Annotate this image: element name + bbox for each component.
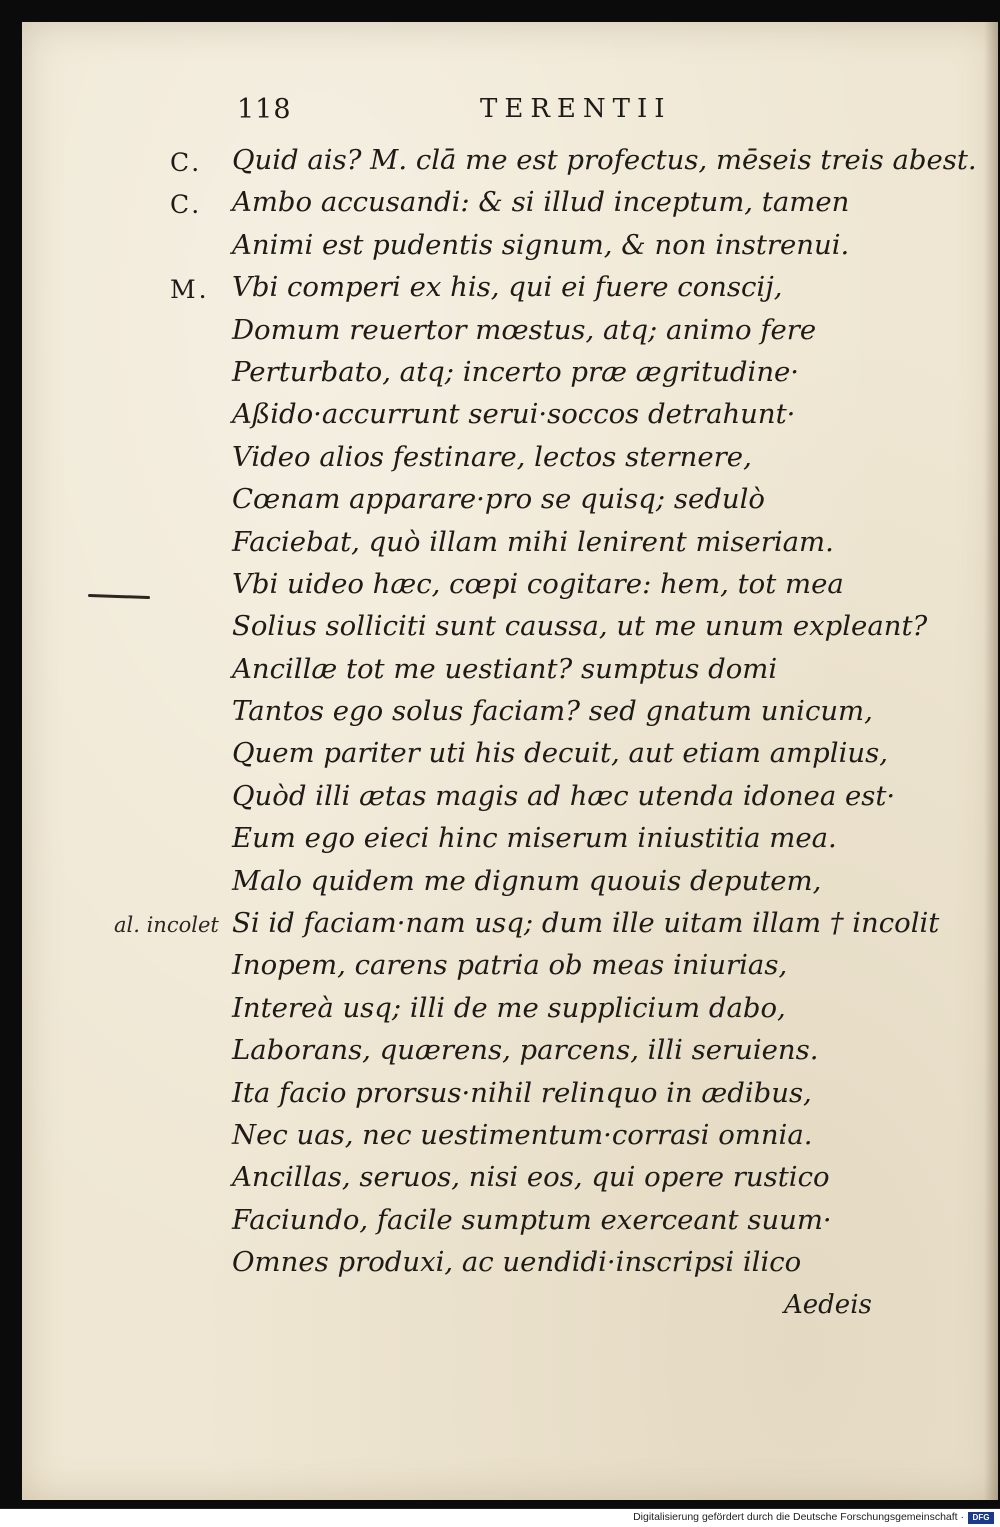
digitization-footer: [0, 1508, 1000, 1527]
dfg-logo: DFG: [968, 1512, 994, 1524]
verse-line-text: Laborans, quærens, parcens, illi seruiens.: [232, 1034, 819, 1067]
verse-text: [22, 144, 998, 1289]
verse-line: [22, 356, 998, 398]
verse-line: [22, 737, 998, 779]
folio-number: 118: [237, 94, 292, 125]
verse-line: [22, 1161, 998, 1203]
margin-note: al. incolet: [114, 913, 219, 938]
verse-line-text: Quid ais? M. clā me est profectus, mēseis treis abest.: [232, 144, 977, 176]
verse-line-text: Perturbato, atq; incerto præ ægritudine·: [232, 355, 800, 388]
verse-line: [22, 780, 998, 822]
verse-line-text: Domum reuertor mœstus, atq; animo fere: [232, 313, 817, 346]
verse-line: [22, 1119, 998, 1161]
verse-line: [22, 610, 998, 652]
verse-line: [22, 695, 998, 737]
book-page: [22, 22, 998, 1500]
verse-line: [22, 907, 998, 949]
funding-credit: Digitalisierung gefördert durch die Deutsche Forschungsgemeinschaft ·: [633, 1511, 964, 1523]
verse-line-text: Inopem, carens patria ob meas iniurias,: [232, 949, 788, 982]
verse-line: [22, 1204, 998, 1246]
verse-line: [22, 441, 998, 483]
verse-line-text: Cœnam apparare·pro se quisq; sedulò: [232, 483, 765, 516]
speaker-label: M.: [170, 275, 210, 305]
verse-line: [22, 992, 998, 1034]
verse-line-text: Quòd illi ætas magis ad hæc utenda idonea est·: [232, 779, 896, 812]
verse-line: [22, 1034, 998, 1076]
verse-line-text: Tantos ego solus faciam? sed gnatum unicum,: [232, 695, 873, 728]
verse-line-text: Si id faciam·nam usq; dum ille uitam illam † incolit: [232, 907, 940, 940]
verse-line: [22, 1077, 998, 1119]
speaker-label: C.: [170, 190, 203, 220]
verse-line-text: Nec uas, nec uestimentum·corrasi omnia.: [232, 1118, 813, 1151]
verse-line-text: Intereà usq; illi de me supplicium dabo,: [232, 991, 786, 1024]
verse-line: [22, 483, 998, 525]
verse-line: [22, 1246, 998, 1288]
verse-line: [22, 949, 998, 991]
verse-line-text: Vbi comperi ex his, qui ei fuere conscij,: [232, 271, 783, 304]
verse-line-text: Eum ego eieci hinc miserum iniustitia mea.: [232, 822, 837, 855]
catchword: Aedeis: [784, 1290, 872, 1320]
verse-line: [22, 653, 998, 695]
verse-line: [22, 526, 998, 568]
verse-line: [22, 822, 998, 864]
verse-line-text: Ancillæ tot me uestiant? sumptus domi: [232, 652, 778, 685]
verse-line: [22, 314, 998, 356]
verse-line: [22, 144, 998, 186]
verse-line-text: Video alios festinare, lectos sternere,: [232, 440, 752, 473]
verse-line-text: Vbi uideo hæc, cœpi cogitare: hem, tot mea: [232, 567, 844, 600]
verse-line-text: Quem pariter uti his decuit, aut etiam amplius,: [232, 737, 888, 770]
verse-line: [22, 229, 998, 271]
verse-line-text: Ita facio prorsus·nihil relinquo in ædibus,: [232, 1076, 812, 1109]
verse-line-text: Ancillas, seruos, nisi eos, qui opere rustico: [232, 1161, 830, 1194]
verse-line: [22, 568, 998, 610]
verse-line-text: Faciebat, quò illam mihi lenirent miseriam.: [232, 525, 834, 558]
verse-line-text: Aßido·accurrunt serui·soccos detrahunt·: [232, 398, 796, 431]
running-head: TERENTII: [480, 94, 672, 124]
verse-line: [22, 271, 998, 313]
verse-line-text: Omnes produxi, ac uendidi·inscripsi ilico: [232, 1246, 802, 1279]
verse-line: [22, 186, 998, 228]
verse-line-text: Faciundo, facile sumptum exerceant suum·: [232, 1203, 832, 1236]
verse-line: [22, 398, 998, 440]
verse-line-text: Malo quidem me dignum quouis deputem,: [232, 864, 822, 897]
verse-line: [22, 865, 998, 907]
verse-line-text: Solius solliciti sunt caussa, ut me unum expleant?: [232, 610, 928, 643]
verse-line-text: Animi est pudentis signum, & non instrenui.: [232, 228, 850, 261]
speaker-label: C.: [170, 148, 203, 177]
verse-line-text: Ambo accusandi: & si illud inceptum, tamen: [232, 186, 850, 219]
